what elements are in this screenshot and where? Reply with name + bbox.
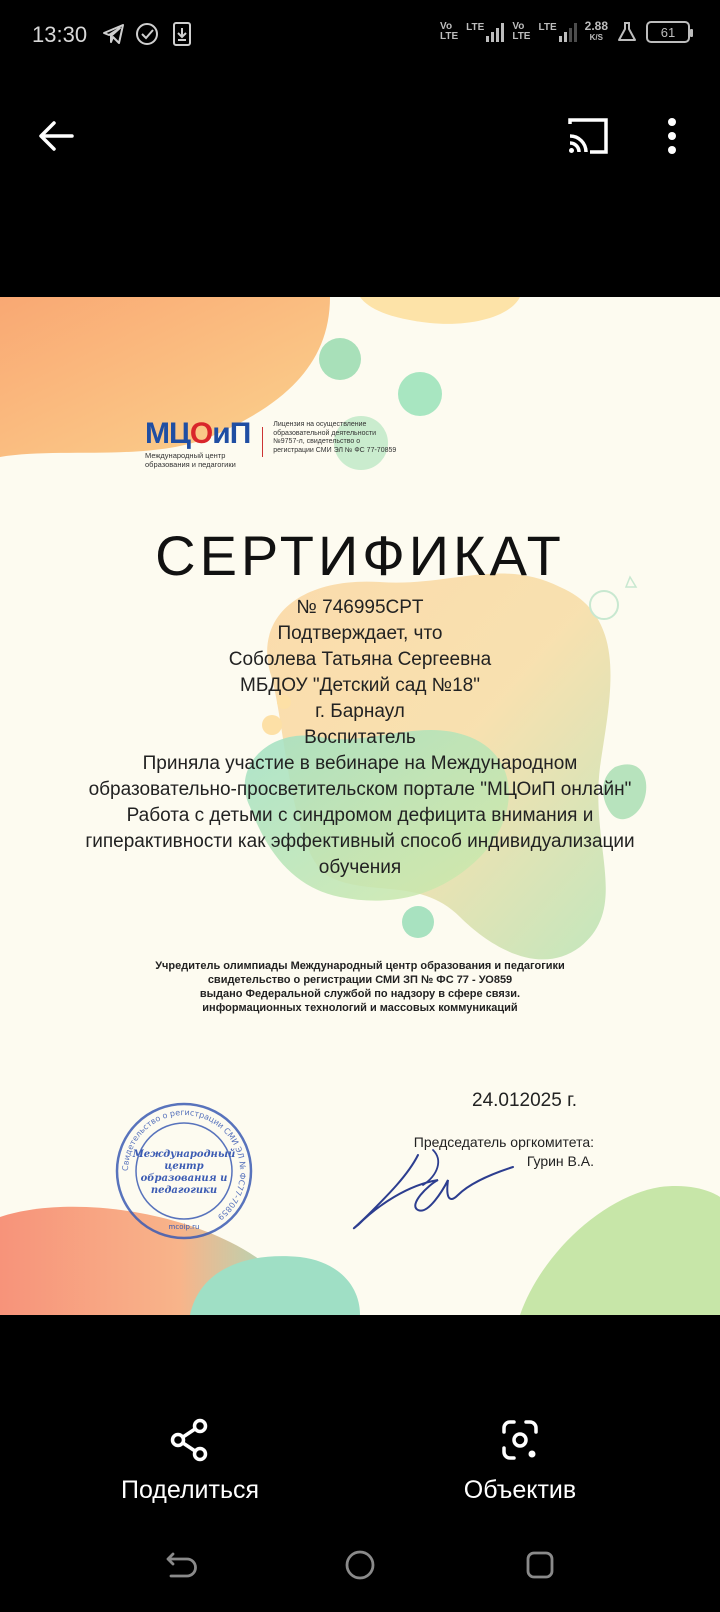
- signal-1: [466, 22, 504, 42]
- certificate-founder-info: [120, 959, 600, 1015]
- volte-indicator-2: [512, 22, 530, 42]
- net-speed-value: 2.88: [584, 19, 608, 33]
- recipient-position: Воспитатель: [304, 727, 416, 748]
- recipient-city: г. Барнаул: [315, 701, 405, 722]
- seal-text-line: педагогики: [150, 1185, 218, 1196]
- seal-text-line: Международный: [132, 1149, 236, 1160]
- certificate-image[interactable]: [0, 297, 720, 1315]
- founder-line: информационных технологий и массовых коммуникаций: [202, 1002, 518, 1014]
- lens-label: Объектив: [463, 1476, 577, 1504]
- recipient-organization: МБДОУ "Детский сад №18": [240, 675, 480, 696]
- volte-2-top: Vo: [512, 21, 525, 32]
- app-bar: [0, 96, 720, 176]
- participation-line: Приняла участие в вебинаре на Международном: [142, 753, 578, 774]
- webinar-topic-line: обучения: [318, 857, 402, 878]
- google-lens-icon: [500, 1418, 540, 1462]
- more-vert-icon[interactable]: [656, 114, 688, 158]
- logo-divider: [262, 427, 263, 457]
- seal-text-line: образования и: [140, 1173, 228, 1184]
- webinar-topic-line: гиперактивности как эффективный способ индивидуализации: [85, 831, 635, 852]
- status-indicators: [440, 20, 690, 44]
- logo-brand: [145, 419, 250, 449]
- net-speed: [585, 20, 608, 44]
- logo-brand-o: О: [189, 417, 213, 450]
- logo-sub-line: Международный центр: [145, 451, 226, 460]
- volte-indicator-1: [440, 22, 458, 42]
- status-time: 13:30: [32, 22, 88, 47]
- seal-site: mcoip.ru: [168, 1223, 200, 1231]
- signature-image: [348, 1145, 518, 1235]
- chair-title: Председатель оргкомитета:: [413, 1134, 594, 1150]
- logo-main: [145, 419, 250, 469]
- nav-recents-icon[interactable]: [523, 1548, 557, 1582]
- download-icon: [172, 22, 192, 46]
- share-button[interactable]: [100, 1418, 280, 1505]
- nav-home-icon[interactable]: [343, 1548, 377, 1582]
- logo-brand-suffix: иП: [212, 417, 251, 450]
- seal-ring-text: Свидетельство о регистрации СМИ ЭЛ № ФС77-70859: [120, 1107, 248, 1222]
- lte-1-label: LTE: [466, 22, 485, 33]
- telegram-icon: [102, 22, 126, 46]
- volte-2-bottom: LTE: [512, 31, 531, 42]
- webinar-topic-line: Работа с детьми с синдромом дефицита внимания и: [126, 805, 594, 826]
- logo-brand-prefix: МЦ: [145, 417, 190, 450]
- battery-level: 61: [660, 24, 676, 40]
- logo-sub-line: образования и педагогики: [145, 460, 236, 469]
- cast-icon[interactable]: [564, 114, 612, 158]
- certificate-confirms: Подтверждает, что: [277, 623, 443, 644]
- participation-line: образовательно-просветительском портале "МЦОиП онлайн": [88, 779, 632, 800]
- chair-name: Гурин В.А.: [526, 1153, 594, 1169]
- status-bar: [0, 0, 720, 72]
- founder-line: выдано Федеральной службой по надзору в сфере связи.: [199, 988, 521, 1000]
- signal-bars-2: [559, 22, 577, 42]
- certificate-number: № 746995CPT: [296, 597, 424, 618]
- founder-line: свидетельство о регистрации СМИ ЗП № ФС 77 - УО859: [207, 974, 513, 986]
- lte-2-label: LTE: [538, 22, 557, 33]
- certificate-logo: [145, 419, 398, 469]
- lens-button[interactable]: [440, 1418, 600, 1505]
- seal-text-line: центр: [164, 1161, 204, 1172]
- share-label: Поделиться: [120, 1476, 260, 1504]
- arrow-back-icon[interactable]: [34, 114, 78, 158]
- founder-line: Учредитель олимпиады Международный центр образования и педагогики: [155, 960, 565, 972]
- battery-icon: [646, 21, 690, 43]
- check-circle-icon: [135, 22, 159, 46]
- signal-bars-1: [486, 22, 504, 42]
- share-icon: [170, 1418, 210, 1462]
- logo-subtitle: [145, 451, 250, 469]
- net-speed-unit: K/S: [589, 33, 603, 42]
- certificate-body: [50, 595, 670, 881]
- certificate-seal: [114, 1101, 254, 1241]
- certificate-title: СЕРТИФИКАТ: [155, 524, 565, 587]
- signal-2: [538, 22, 576, 42]
- system-nav-bar: [0, 1536, 720, 1596]
- logo-license: Лицензия на осуществление образовательной деятельности №9757-л, свидетельство о регистрации СМИ ЭЛ № ФС 77-70859: [273, 421, 397, 454]
- nav-back-icon[interactable]: [163, 1548, 197, 1582]
- certificate-date: 24.012025 г.: [472, 1090, 577, 1111]
- volte-1-bottom: LTE: [440, 31, 459, 42]
- lab-flask-icon: [616, 21, 638, 43]
- volte-1-top: Vo: [440, 21, 453, 32]
- recipient-name: Соболева Татьяна Сергеевна: [228, 649, 492, 670]
